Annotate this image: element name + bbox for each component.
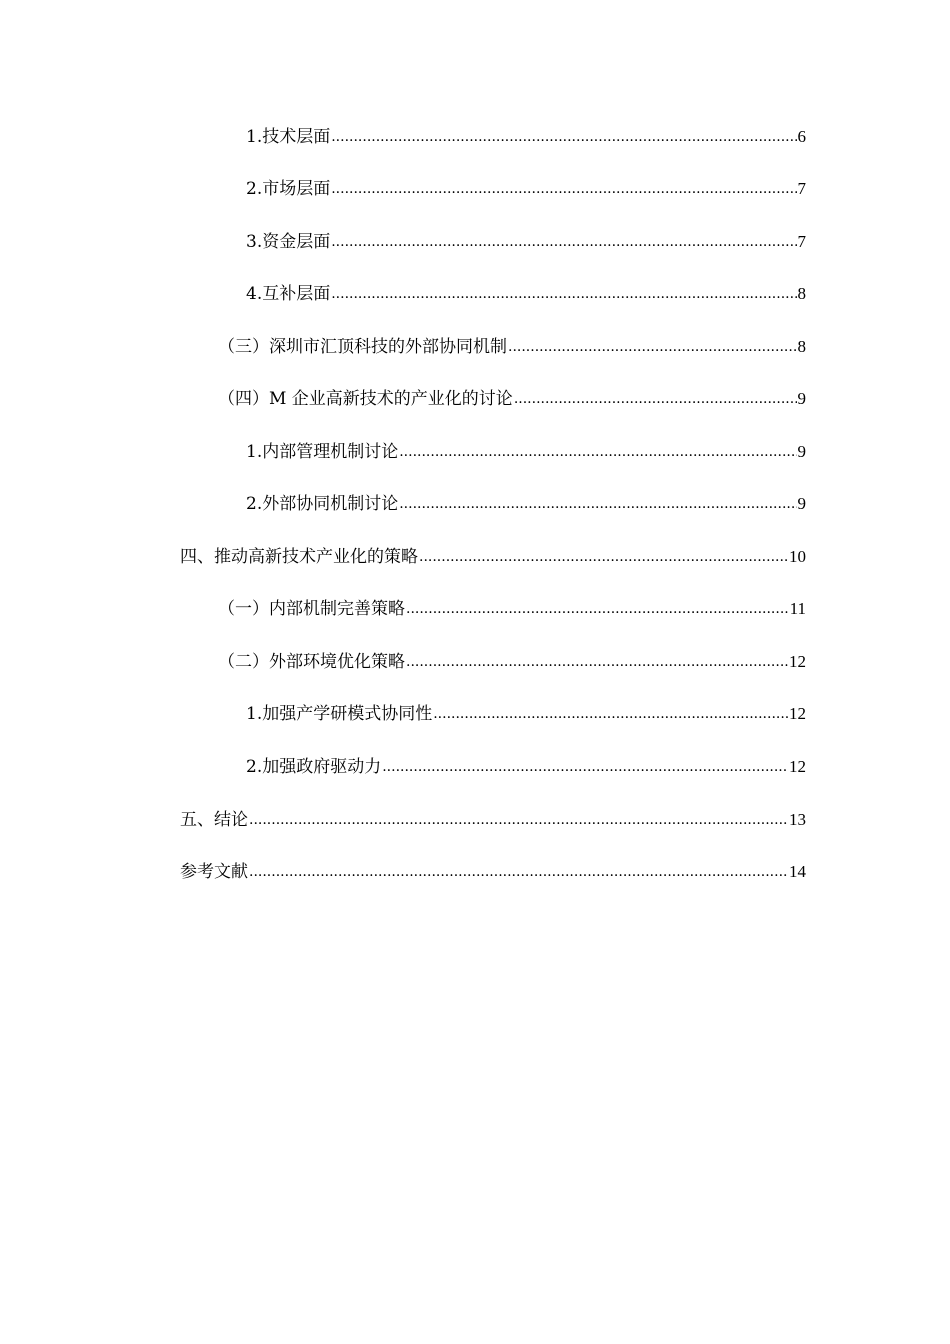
toc-entry-title: 4.互补层面 [246,284,331,304]
toc-entry-capital[interactable] [246,230,806,254]
toc-entry-title: （一）内部机制完善策略 [218,599,405,619]
toc-entry-title: （三）深圳市汇顶科技的外部协同机制 [218,337,507,357]
toc-entry-page: 9 [797,494,806,513]
toc-entry-page: 8 [797,284,806,303]
toc-entry-title: 2.外部协同机制讨论 [246,494,399,514]
toc-entry-page: 6 [797,127,806,146]
toc-entry-title: （四）M 企业高新技术的产业化的讨论 [218,389,513,409]
toc-leader-dots [249,808,788,832]
toc-entry-page: 9 [797,389,806,408]
toc-entry-internal-strategy[interactable] [218,597,806,621]
toc-entry-title: 五、结论 [180,810,248,830]
toc-leader-dots [419,545,788,569]
toc-leader-dots [382,755,788,779]
toc-leader-dots [406,597,789,621]
toc-entry-title: （二）外部环境优化策略 [218,652,405,672]
toc-leader-dots [508,335,797,359]
toc-entry-page: 10 [789,547,806,566]
toc-leader-dots [249,860,788,884]
toc-entry-page: 12 [789,757,806,776]
toc-entry-section-3[interactable] [218,335,806,359]
toc-entry-page: 12 [789,704,806,723]
toc-entry-external-discussion[interactable] [246,492,806,516]
toc-entry-page: 14 [789,862,806,881]
toc-entry-market[interactable] [246,177,806,201]
toc-entry-page: 8 [797,337,806,356]
toc-entry-title: 四、推动高新技术产业化的策略 [180,547,418,567]
toc-entry-page: 12 [789,652,806,671]
toc-entry-page: 7 [797,179,806,198]
toc-entry-page: 9 [797,442,806,461]
toc-entry-page: 11 [789,599,806,618]
toc-entry-title: 1.内部管理机制讨论 [246,442,399,462]
toc-entry-title: 1.技术层面 [246,127,331,147]
toc-entry-title: 参考文献 [180,862,248,882]
toc-entry-section-4[interactable] [218,387,806,411]
toc-entry-conclusion[interactable] [180,808,806,832]
toc-entry-government-drive[interactable] [246,755,806,779]
toc-leader-dots [331,177,796,201]
toc-entry-external-strategy[interactable] [218,650,806,674]
toc-leader-dots [406,650,788,674]
toc-leader-dots [331,125,796,149]
toc-entry-title: 3.资金层面 [246,232,331,252]
toc-entry-internal-discussion[interactable] [246,440,806,464]
toc-entry-title: 1.加强产学研模式协同性 [246,704,433,724]
toc-leader-dots [433,702,788,726]
toc-entry-page: 7 [797,232,806,251]
toc-leader-dots [399,492,796,516]
toc-entry-industry-academia[interactable] [246,702,806,726]
toc-entry-technology[interactable] [246,125,806,149]
toc-leader-dots [331,230,796,254]
toc-leader-dots [514,387,797,411]
toc-entry-references[interactable] [180,860,806,884]
toc-entry-title: 2.加强政府驱动力 [246,757,382,777]
toc-leader-dots [331,282,796,306]
toc-entry-chapter-4[interactable] [180,545,806,569]
toc-leader-dots [399,440,796,464]
toc-entry-page: 13 [789,810,806,829]
toc-entry-complementary[interactable] [246,282,806,306]
toc-entry-title: 2.市场层面 [246,179,331,199]
